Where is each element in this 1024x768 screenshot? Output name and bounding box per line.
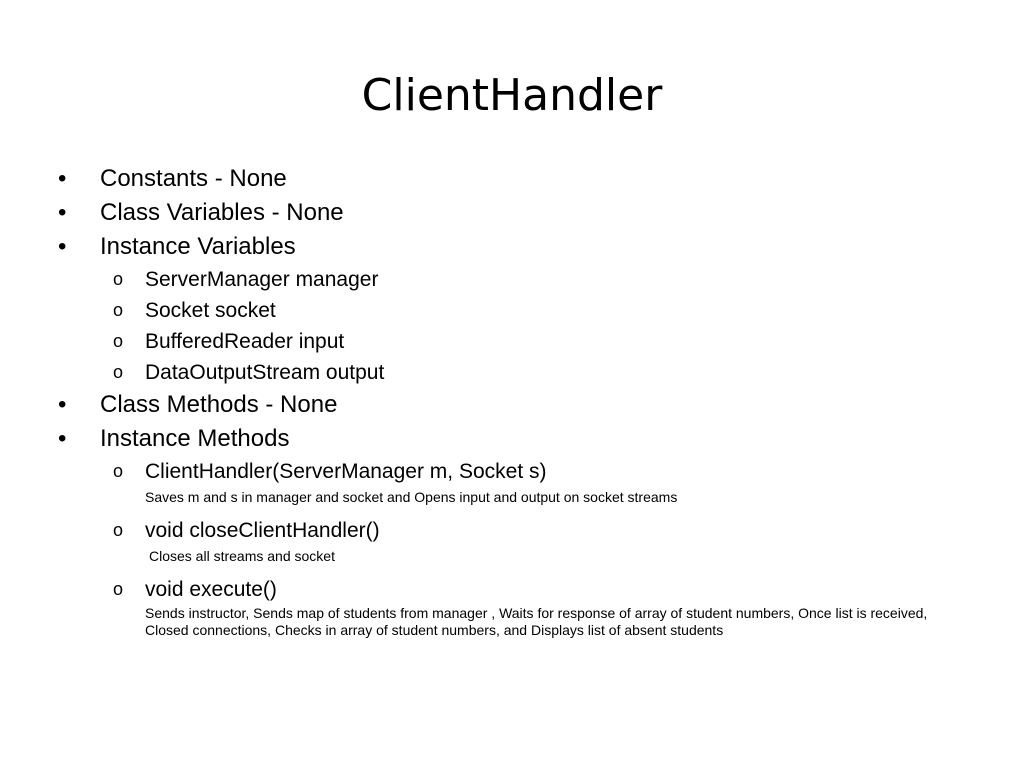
sub-bullet-item: [58, 574, 958, 605]
bullet-item: [58, 388, 958, 422]
bullet-icon: •: [58, 233, 67, 260]
sub-bullet-text: void execute(): [145, 578, 277, 601]
bullet-text: Class Variables - None: [100, 199, 344, 226]
bullet-text: Constants - None: [100, 165, 287, 192]
bullet-text: Instance Methods: [100, 425, 290, 452]
bullet-item: [58, 162, 958, 196]
bullet-text: Class Methods - None: [100, 391, 338, 418]
sub-bullet-text: ServerManager manager: [145, 268, 379, 291]
method-description: Sends instructor, Sends map of students from manager , Waits for response of array of student numbers, Once list is received, Closed connections, Checks in array of student numbers, and Displays list of absent students: [145, 605, 928, 638]
bullet-icon: •: [58, 391, 67, 418]
circle-bullet-icon: o: [113, 461, 124, 481]
circle-bullet-icon: o: [113, 269, 124, 289]
slide-content: [58, 162, 958, 639]
sub-bullet-text: Socket socket: [145, 299, 276, 322]
bullet-icon: •: [58, 199, 67, 226]
sub-bullet-item: [58, 295, 958, 326]
circle-bullet-icon: o: [113, 300, 124, 320]
bullet-item: [58, 196, 958, 230]
bullet-text: Instance Variables: [100, 233, 296, 260]
sub-bullet-text: DataOutputStream output: [145, 361, 385, 384]
sub-bullet-item: [58, 515, 958, 546]
method-description: Closes all streams and socket: [149, 548, 335, 564]
method-description: Saves m and s in manager and socket and Opens input and output on socket streams: [145, 489, 678, 505]
circle-bullet-icon: o: [113, 362, 124, 382]
bullet-item: [58, 422, 958, 456]
sub-bullet-item: [58, 326, 958, 357]
sub-bullet-item: [58, 357, 958, 388]
bullet-icon: •: [58, 425, 67, 452]
circle-bullet-icon: o: [113, 331, 124, 351]
bullet-icon: •: [58, 165, 67, 192]
sub-bullet-item: [58, 264, 958, 295]
sub-bullet-text: ClientHandler(ServerManager m, Socket s): [145, 460, 547, 483]
bullet-item: [58, 230, 958, 264]
circle-bullet-icon: o: [113, 579, 124, 599]
sub-bullet-item: [58, 456, 958, 487]
slide-title: ClientHandler: [361, 70, 663, 121]
sub-bullet-text: BufferedReader input: [145, 330, 345, 353]
sub-bullet-text: void closeClientHandler(): [145, 519, 380, 542]
circle-bullet-icon: o: [113, 520, 124, 540]
